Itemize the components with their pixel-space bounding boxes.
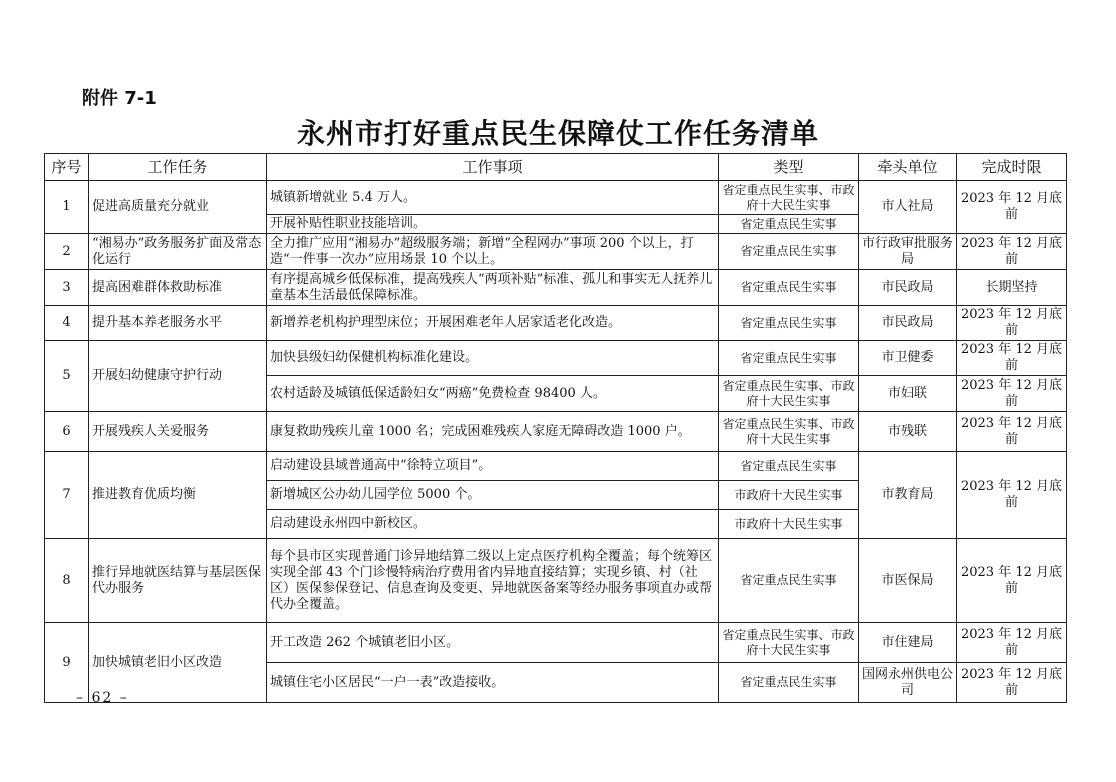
- row-item: 农村适龄及城镇低保适龄妇女“两癌”免费检查 98400 人。: [267, 376, 719, 412]
- row-lead: 市人社局: [859, 181, 957, 234]
- row-type: 省定重点民生实事、市政府十大民生实事: [719, 181, 859, 215]
- row-type: 省定重点民生实事: [719, 452, 859, 481]
- row-lead: 市民政局: [859, 270, 957, 306]
- row-deadline: 2023 年 12 月底前: [957, 412, 1067, 452]
- table-row: [45, 341, 1067, 376]
- row-deadline: 2023 年 12 月底前: [957, 376, 1067, 412]
- header-item: 工作事项: [267, 154, 719, 181]
- row-no: 1: [45, 181, 89, 234]
- row-lead: 国网永州供电公司: [859, 663, 957, 703]
- row-type: 省定重点民生实事: [719, 663, 859, 703]
- row-type: 省定重点民生实事: [719, 306, 859, 341]
- document-title: 永州市打好重点民生保障仗工作任务清单: [296, 117, 819, 150]
- row-deadline: 2023 年 12 月底前: [957, 663, 1067, 703]
- table-header-row: [45, 154, 1067, 181]
- row-lead: 市妇联: [859, 376, 957, 412]
- row-lead: 市住建局: [859, 623, 957, 663]
- row-lead: 市残联: [859, 412, 957, 452]
- row-item: 开展补贴性职业技能培训。: [267, 215, 719, 234]
- table-row: [45, 270, 1067, 306]
- row-type: 市政府十大民生实事: [719, 481, 859, 510]
- row-task: 加快城镇老旧小区改造: [89, 623, 267, 703]
- row-task: 促进高质量充分就业: [89, 181, 267, 234]
- table-row: [45, 234, 1067, 270]
- row-lead: 市行政审批服务局: [859, 234, 957, 270]
- table-row: [45, 306, 1067, 341]
- row-item: 有序提高城乡低保标准，提高残疾人“两项补贴”标准、孤儿和事实无人抚养儿童基本生活最低保障标准。: [267, 270, 719, 306]
- task-table: [44, 153, 1067, 703]
- row-task: 推进教育优质均衡: [89, 452, 267, 539]
- row-deadline: 2023 年 12 月底前: [957, 341, 1067, 376]
- table-row: [45, 181, 1067, 215]
- row-no: 3: [45, 270, 89, 306]
- row-no: 4: [45, 306, 89, 341]
- row-item: 启动建设县域普通高中“徐特立项目”。: [267, 452, 719, 481]
- row-no: 2: [45, 234, 89, 270]
- header-type: 类型: [719, 154, 859, 181]
- row-type: 市政府十大民生实事: [719, 510, 859, 539]
- table-row: [45, 452, 1067, 481]
- page-number: – 62 –: [76, 690, 129, 706]
- row-type: 省定重点民生实事: [719, 234, 859, 270]
- row-deadline: 2023 年 12 月底前: [957, 452, 1067, 539]
- row-type: 省定重点民生实事: [719, 215, 859, 234]
- row-task: “湘易办”政务服务扩面及常态化运行: [89, 234, 267, 270]
- row-item: 城镇住宅小区居民“一户一表”改造接收。: [267, 663, 719, 703]
- row-deadline: 2023 年 12 月底前: [957, 306, 1067, 341]
- header-no: 序号: [45, 154, 89, 181]
- row-type: 省定重点民生实事: [719, 539, 859, 623]
- header-task: 工作任务: [89, 154, 267, 181]
- row-no: 5: [45, 341, 89, 412]
- row-deadline: 2023 年 12 月底前: [957, 181, 1067, 234]
- row-item: 新增城区公办幼儿园学位 5000 个。: [267, 481, 719, 510]
- row-lead: 市教育局: [859, 452, 957, 539]
- row-deadline: 2023 年 12 月底前: [957, 234, 1067, 270]
- table-row: [45, 623, 1067, 663]
- header-deadline: 完成时限: [957, 154, 1067, 181]
- row-lead: 市医保局: [859, 539, 957, 623]
- row-item: 开工改造 262 个城镇老旧小区。: [267, 623, 719, 663]
- row-deadline: 2023 年 12 月底前: [957, 623, 1067, 663]
- row-item: 新增养老机构护理型床位；开展困难老年人居家适老化改造。: [267, 306, 719, 341]
- row-item: 全力推广应用“湘易办”超级服务端；新增“全程网办”事项 200 个以上，打造“一件事一次办”应用场景 10 个以上。: [267, 234, 719, 270]
- row-type: 省定重点民生实事: [719, 270, 859, 306]
- row-type: 省定重点民生实事、市政府十大民生实事: [719, 412, 859, 452]
- row-no: 7: [45, 452, 89, 539]
- row-item: 启动建设永州四中新校区。: [267, 510, 719, 539]
- row-type: 省定重点民生实事、市政府十大民生实事: [719, 623, 859, 663]
- header-lead: 牵头单位: [859, 154, 957, 181]
- row-deadline: 2023 年 12 月底前: [957, 539, 1067, 623]
- row-task: 开展妇幼健康守护行动: [89, 341, 267, 412]
- row-type: 省定重点民生实事: [719, 341, 859, 376]
- row-item: 康复救助残疾儿童 1000 名；完成困难残疾人家庭无障碍改造 1000 户。: [267, 412, 719, 452]
- table-row: [45, 539, 1067, 623]
- row-no: 8: [45, 539, 89, 623]
- row-no: 9: [45, 623, 89, 703]
- row-item: 每个县市区实现普通门诊异地结算二级以上定点医疗机构全覆盖；每个统筹区实现全部 43 个门诊慢特病治疗费用省内异地直接结算；实现乡镇、村（社区）医保参保登记、信息查询及变更、异地就医备案等经办服务事项直办或帮代办全覆盖。: [267, 539, 719, 623]
- attachment-label: 附件 7-1: [82, 88, 157, 109]
- row-no: 6: [45, 412, 89, 452]
- row-task: 提高困难群体救助标准: [89, 270, 267, 306]
- row-task: 提升基本养老服务水平: [89, 306, 267, 341]
- row-task: 开展残疾人关爱服务: [89, 412, 267, 452]
- row-task: 推行异地就医结算与基层医保代办服务: [89, 539, 267, 623]
- row-item: 加快县级妇幼保健机构标准化建设。: [267, 341, 719, 376]
- row-item: 城镇新增就业 5.4 万人。: [267, 181, 719, 215]
- row-lead: 市卫健委: [859, 341, 957, 376]
- row-lead: 市民政局: [859, 306, 957, 341]
- row-type: 省定重点民生实事、市政府十大民生实事: [719, 376, 859, 412]
- row-deadline: 长期坚持: [957, 270, 1067, 306]
- table-row: [45, 412, 1067, 452]
